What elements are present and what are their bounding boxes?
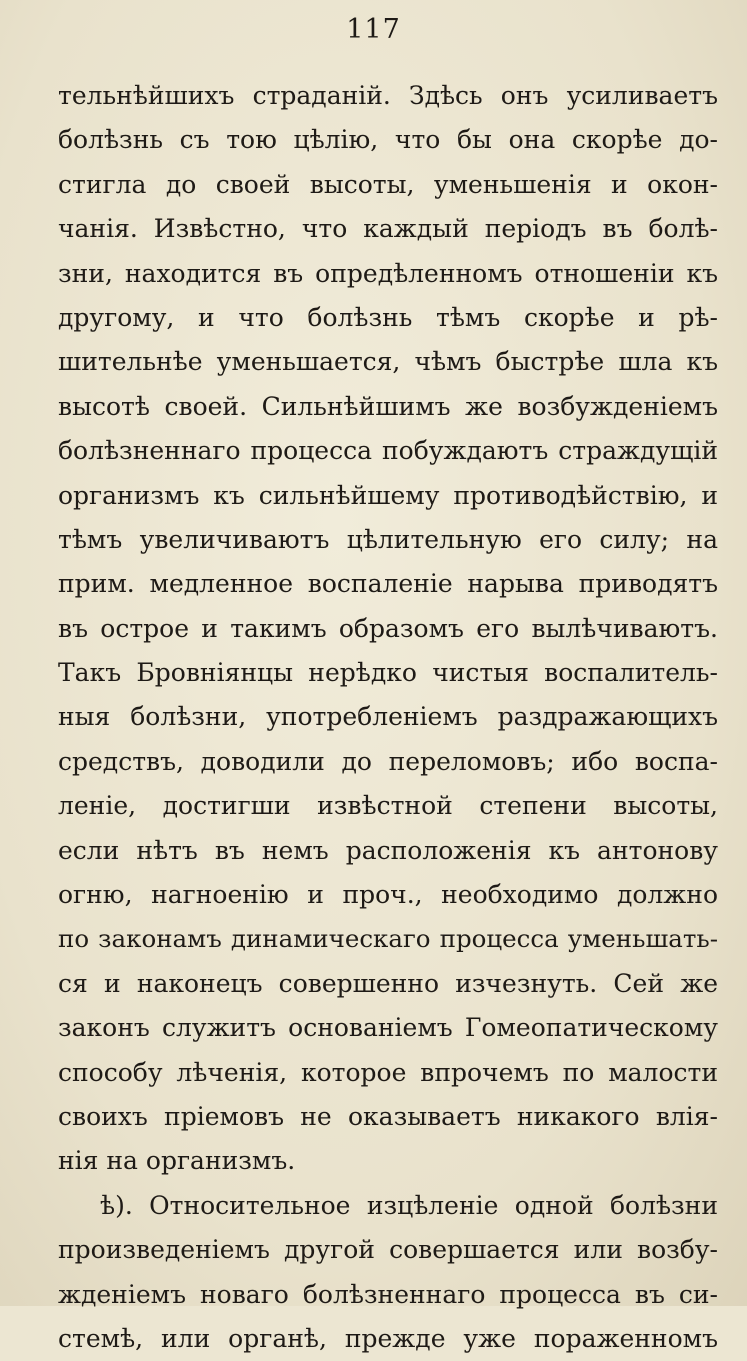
text-line: зни, находится въ опредѣленномъ отношеніи къ [58, 258, 718, 288]
text-line: жденіемъ новаго болѣзненнаго процесса въ си- [58, 1279, 718, 1309]
text-line: ныя болѣзни, употребленіемъ раздражающихъ [58, 702, 718, 732]
text-line: шительнѣе уменьшается, чѣмъ быстрѣе шла къ [58, 347, 718, 377]
text-line: тѣмъ увеличиваютъ цѣлительную его силу; на [58, 524, 718, 554]
text-line: высотѣ своей. Сильнѣйшимъ же возбужденіемъ [58, 391, 718, 421]
text-line: средствъ, доводили до переломовъ; ибо воспа- [58, 746, 718, 776]
text-line: стемѣ, или органѣ, прежде уже пораженномъ [58, 1323, 718, 1353]
text-line: стигла до своей высоты, уменьшенія и окон- [58, 169, 718, 199]
text-line: болѣзнь съ тою цѣлію, что бы она скорѣе до- [58, 125, 718, 155]
page-number: 117 [346, 14, 401, 45]
text-line: Такъ Бровніянцы нерѣдко чистыя воспалитель- [58, 658, 718, 688]
text-line: произведеніемъ другой совершается или возбу- [58, 1235, 718, 1265]
body-text [58, 74, 718, 1361]
text-line: тельнѣйшихъ страданій. Здѣсь онъ усиливаетъ [58, 81, 718, 110]
text-line: прим. медленное воспаленіе нарыва приводятъ [58, 569, 718, 599]
text-line: болѣзненнаго процесса побуждаютъ страждущій [58, 436, 718, 466]
text-line: ся и наконецъ совершенно изчезнуть. Сей же [58, 968, 718, 998]
text-line: ѣ). Относительное изцѣленіе одной болѣзни [100, 1190, 718, 1220]
text-line: леніе, достигши извѣстной степени высоты, [58, 791, 718, 821]
text-line: чанія. Извѣстно, что каждый періодъ въ болѣ- [58, 214, 718, 244]
text-line: огню, нагноенію и проч., необходимо должно [58, 880, 718, 910]
text-line: по законамъ динамическаго процесса уменьшать- [58, 924, 718, 954]
text-line: способу лѣченія, которое впрочемъ по малости [58, 1057, 718, 1087]
text-line: своихъ пріемовъ не оказываетъ никакого влія- [58, 1101, 718, 1131]
text-line: законъ служитъ основаніемъ Гомеопатическому [58, 1013, 718, 1043]
text-line: нія на организмъ. [58, 1146, 296, 1176]
text-line: другому, и что болѣзнь тѣмъ скорѣе и рѣ- [58, 302, 718, 332]
text-line: организмъ къ сильнѣйшему противодѣйствію, и [58, 480, 718, 510]
text-line: въ острое и такимъ образомъ его вылѣчиваютъ. [58, 613, 718, 643]
text-line: если нѣтъ въ немъ расположенія къ антонову [58, 835, 718, 865]
